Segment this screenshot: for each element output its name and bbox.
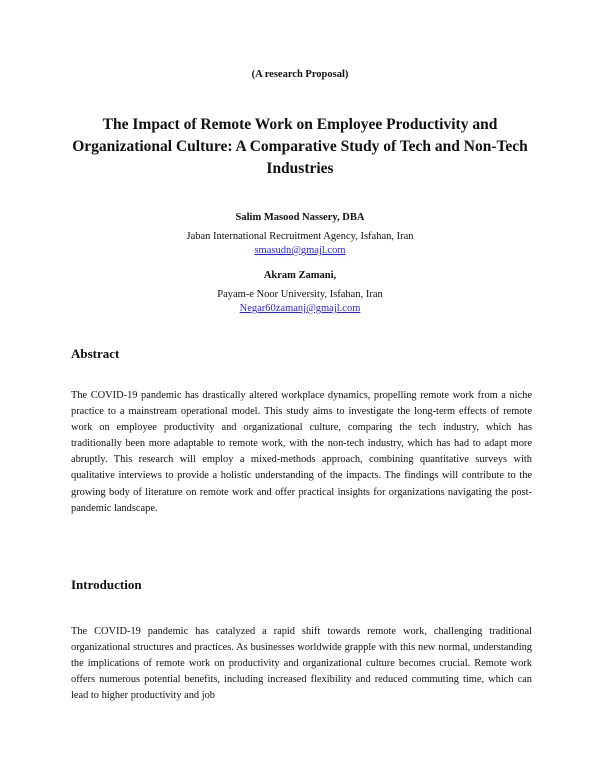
- introduction-paragraph: The COVID-19 pandemic has catalyzed a rapid shift towards remote work, challenging traditional organizational structures and practices. As businesses worldwide grapple with this new normal, understanding the implications of remote work on productivity and organizational culture becomes crucial. Remote work offers numerous potential benefits, including increased flexibility and reduced commuting time, which can lead to higher productivity and job: [71, 626, 532, 702]
- author-name: Salim Masood Nassery, DBA: [235, 212, 365, 223]
- introduction-heading: Introduction: [71, 577, 142, 592]
- abstract-heading: Abstract: [71, 346, 120, 361]
- author-email-link[interactable]: Negar60zamanj@gmajl.com: [239, 303, 361, 314]
- abstract-paragraph: The COVID-19 pandemic has drastically altered workplace dynamics, propelling remote work from a niche practice to a mainstream operational model. This study aims to investigate the long-term effects of remote work on employee productivity and organizational culture, comparing the tech industry, which has traditionally been more adaptable to remote work, with the non-tech industry, which has had to adapt more abruptly. This research will employ a mixed-methods approach, combining quantitative surveys with qualitative interviews to provide a holistic understanding of the impacts. The findings will contribute to the growing body of literature on remote work and offer practical insights for organizations navigating the post-pandemic landscape.: [71, 390, 532, 514]
- author-affiliation: Jaban International Recruitment Agency, Isfahan, Iran: [186, 230, 414, 242]
- proposal-label: (A research Proposal): [251, 69, 349, 80]
- author-email-link[interactable]: smasudn@gmajl.com: [254, 245, 346, 256]
- author-block-2: [0, 269, 600, 317]
- author-block-1: [0, 211, 600, 259]
- author-affiliation: Payam-e Noor University, Isfahan, Iran: [217, 288, 383, 300]
- paper-title: The Impact of Remote Work on Employee Productivity and Organizational Culture: A Comparative Study of Tech and Non-Tech Industries: [72, 116, 528, 177]
- author-name: Akram Zamani,: [263, 270, 337, 281]
